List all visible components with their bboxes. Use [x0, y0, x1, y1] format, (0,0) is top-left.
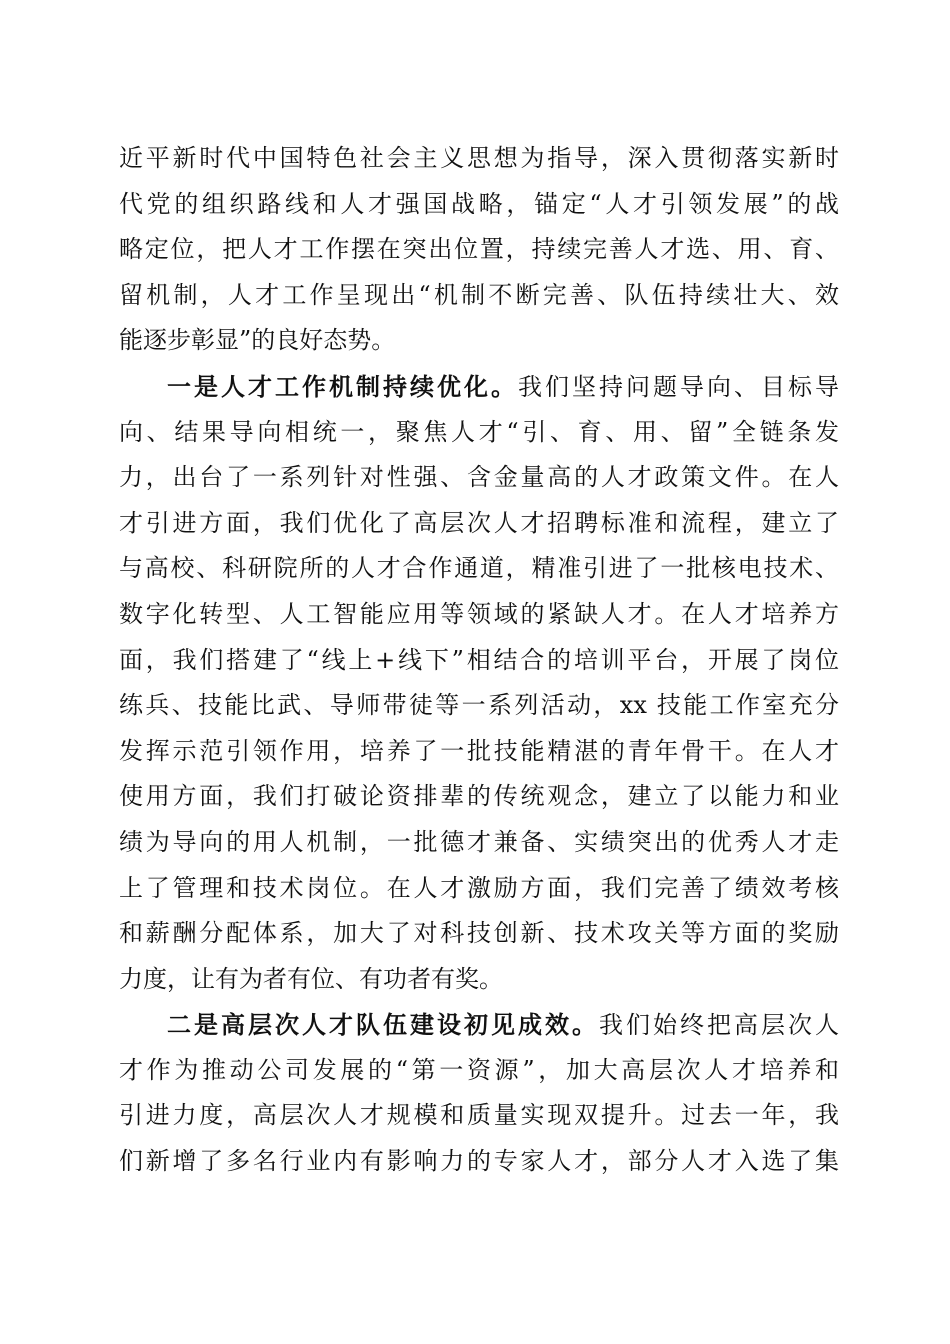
section-1-paragraph — [119, 364, 839, 1002]
section-1-line: 向、结果导向相统一，聚焦人才“引、育、用、留”全链条发 — [119, 417, 839, 446]
section-2-heading: 二是高层次人才队伍建设初见成效。 — [167, 1010, 599, 1040]
intro-line: 略定位，把人才工作摆在突出位置，持续完善人才选、用、育、 — [119, 235, 839, 264]
section-1-first-line-text: 我们坚持问题导向、目标导 — [518, 372, 839, 401]
section-1-line: 和薪酬分配体系，加大了对科技创新、技术攻关等方面的奖励 — [119, 919, 839, 948]
section-1-line: 面，我们搭建了“线上+线下”相结合的培训平台，开展了岗位 — [119, 645, 839, 674]
intro-line: 近平新时代中国特色社会主义思想为指导，深入贯彻落实新时 — [119, 144, 839, 172]
section-1-line: 绩为导向的用人机制，一批德才兼备、实绩突出的优秀人才走 — [119, 827, 839, 856]
section-1-line: 才引进方面，我们优化了高层次人才招聘标准和流程，建立了 — [119, 508, 839, 537]
document-body — [119, 136, 839, 1185]
section-2-paragraph — [119, 1002, 839, 1184]
section-1-line: 上了管理和技术岗位。在人才激励方面，我们完善了绩效考核 — [119, 873, 839, 902]
section-1-first-line — [119, 364, 839, 410]
section-1-line: 数字化转型、人工智能应用等领域的紧缺人才。在人才培养方 — [119, 599, 839, 628]
section-2-first-line-text: 我们始终把高层次人 — [599, 1011, 839, 1040]
section-1-line: 力，出台了一系列针对性强、含金量高的人才政策文件。在人 — [119, 463, 839, 492]
section-2-line: 才作为推动公司发展的“第一资源”，加大高层次人才培养和 — [119, 1055, 839, 1084]
section-1-line: 练兵、技能比武、导师带徒等一系列活动，xx 技能工作室充分 — [119, 691, 839, 720]
section-1-line: 与高校、科研院所的人才合作通道，精准引进了一批核电技术、 — [119, 554, 839, 583]
section-1-line: 力度，让有为者有位、有功者有奖。 — [119, 964, 503, 993]
section-2-first-line — [119, 1002, 839, 1048]
section-2-line: 引进力度，高层次人才规模和质量实现双提升。过去一年，我 — [119, 1101, 839, 1130]
section-1-heading: 一是人才工作机制持续优化。 — [167, 371, 518, 401]
intro-line: 留机制，人才工作呈现出“机制不断完善、队伍持续壮大、效 — [119, 280, 839, 309]
section-1-line: 发挥示范引领作用，培养了一批技能精湛的青年骨干。在人才 — [119, 736, 839, 765]
intro-paragraph — [119, 136, 839, 364]
section-1-line: 使用方面，我们打破论资排辈的传统观念，建立了以能力和业 — [119, 782, 839, 811]
intro-line: 能逐步彰显”的良好态势。 — [119, 326, 396, 355]
intro-line: 代党的组织路线和人才强国战略，锚定“人才引领发展”的战 — [119, 189, 839, 218]
section-2-line: 们新增了多名行业内有影响力的专家人才，部分人才入选了集 — [119, 1147, 839, 1176]
